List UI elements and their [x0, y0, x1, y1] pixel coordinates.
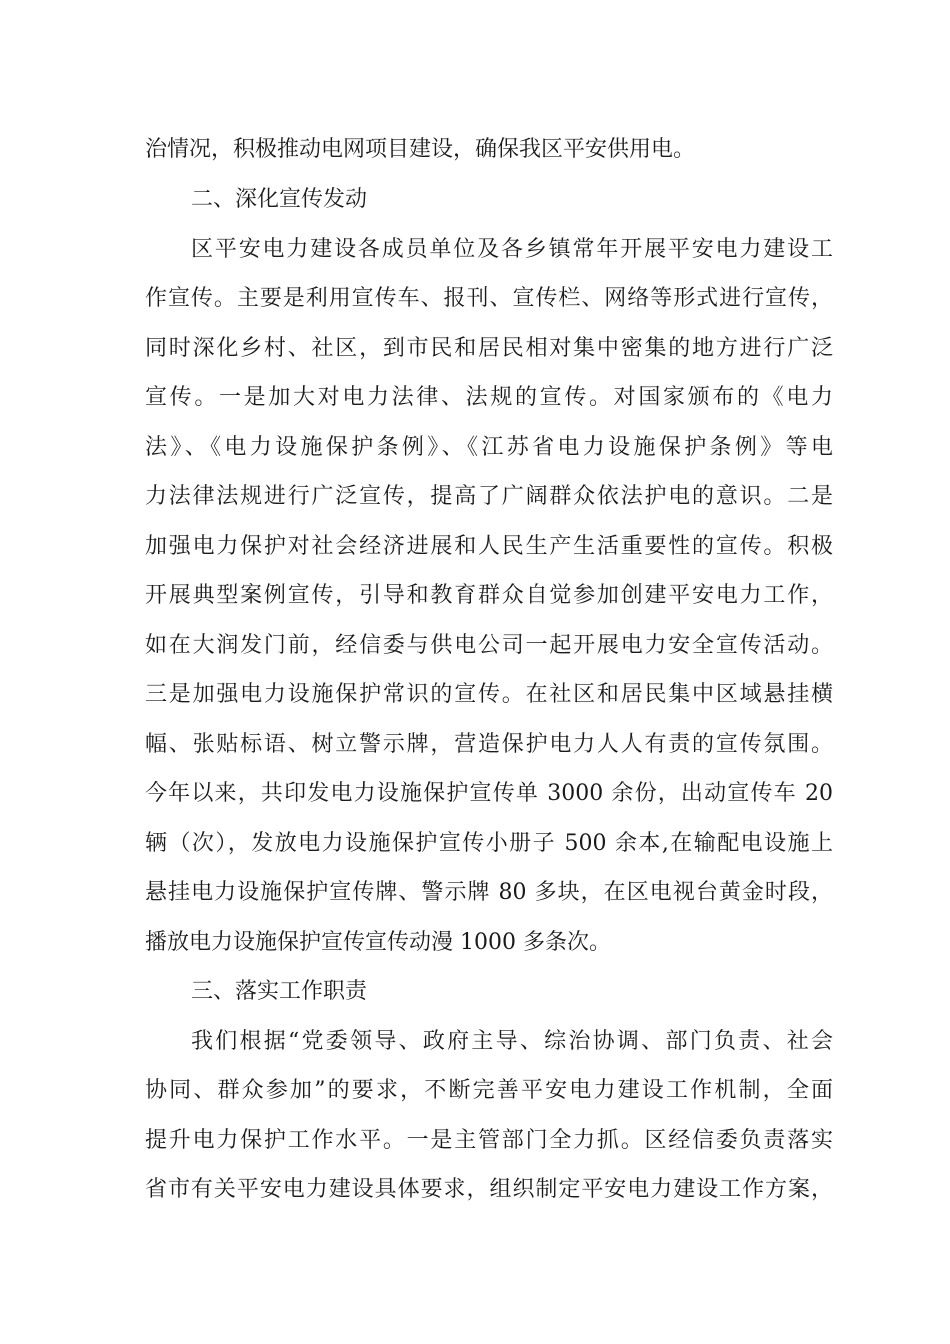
line-text: 辆（次），发放电力设施保护宣传小册子 500 余本,在输配电设施上 [145, 831, 833, 856]
line-text: 今年以来，共印发电力设施保护宣传单 3000 余份，出动宣传车 20 [145, 781, 833, 806]
text-line [0, 626, 950, 666]
text-line [0, 477, 950, 517]
section-heading [0, 180, 950, 220]
text-line [0, 1170, 950, 1210]
line-text: 同时深化乡村、社区，到市民和居民相对集中密集的地方进行广泛 [145, 336, 833, 361]
text-line [0, 1022, 950, 1062]
line-text: 法》、《电力设施保护条例》、《江苏省电力设施保护条例》等电 [145, 435, 833, 460]
line-text: 省市有关平安电力建设具体要求，组织制定平安电力建设工作方案， [145, 1177, 833, 1202]
section-heading [0, 972, 950, 1012]
text-line [0, 774, 950, 814]
text-line [0, 873, 950, 913]
heading-text: 二、深化宣传发动 [191, 187, 368, 212]
text-line [0, 675, 950, 715]
line-text: 加强电力保护对社会经济进展和人民生产生活重要性的宣传。积极 [145, 534, 833, 559]
line-text: 幅、张贴标语、树立警示牌，营造保护电力人人有责的宣传氛围。 [145, 732, 833, 757]
line-text: 三是加强电力设施保护常识的宣传。在社区和居民集中区域悬挂横 [145, 682, 833, 707]
line-text: 治情况，积极推动电网项目建设，确保我区平安供用电。 [145, 137, 696, 162]
line-text: 如在大润发门前，经信委与供电公司一起开展电力安全宣传活动。 [145, 633, 833, 658]
text-line [0, 279, 950, 319]
text-line [0, 725, 950, 765]
line-text: 力法律法规进行广泛宣传，提高了广阔群众依法护电的意识。二是 [145, 484, 833, 509]
text-line [0, 428, 950, 468]
line-text: 宣传。一是加大对电力法律、法规的宣传。对国家颁布的《电力 [145, 385, 833, 410]
text-line [0, 329, 950, 369]
text-line [0, 1121, 950, 1161]
line-text: 开展典型案例宣传，引导和教育群众自觉参加创建平安电力工作， [145, 583, 833, 608]
text-line [0, 923, 950, 963]
text-line [0, 576, 950, 616]
text-line [0, 824, 950, 864]
text-line [0, 1071, 950, 1111]
line-text: 提升电力保护工作水平。一是主管部门全力抓。区经信委负责落实 [145, 1128, 833, 1153]
line-text: 区平安电力建设各成员单位及各乡镇常年开展平安电力建设工 [191, 237, 833, 262]
line-text: 播放电力设施保护宣传宣传动漫 1000 多条次。 [145, 930, 611, 955]
heading-text: 三、落实工作职责 [191, 979, 368, 1004]
line-text: 悬挂电力设施保护宣传牌、警示牌 80 多块，在区电视台黄金时段， [145, 880, 833, 905]
line-text: 协同、群众参加”的要求，不断完善平安电力建设工作机制，全面 [145, 1078, 833, 1103]
text-line [0, 527, 950, 567]
line-text: 我们根据“党委领导、政府主导、综治协调、部门负责、社会 [191, 1029, 833, 1054]
text-line [0, 378, 950, 418]
text-line [0, 230, 950, 270]
text-line [0, 130, 950, 170]
line-text: 作宣传。主要是利用宣传车、报刊、宣传栏、网络等形式进行宣传， [145, 286, 833, 311]
